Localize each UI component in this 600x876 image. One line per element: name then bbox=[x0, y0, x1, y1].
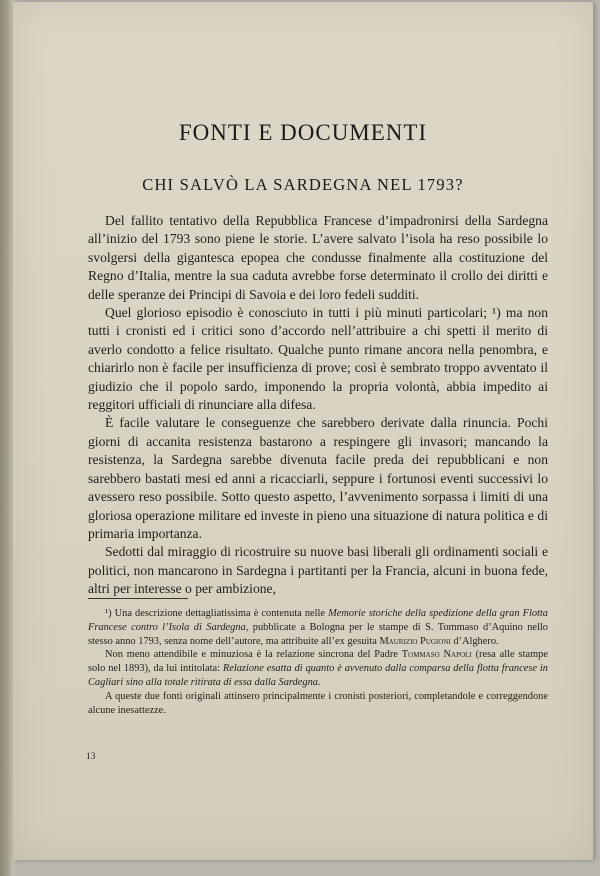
paragraph: Del fallito tentativo della Repubblica Francese d’impadronirsi della Sardegna all’inizio del 1793 sono piene le storie. L’avere salvato l’isola ha reso possibile lo svolgersi della gigantesca epopea che condusse finalmente alla costituzione del Regno d’Italia, mentre la sua caduta avrebbe forse determinato il crollo dei diritti e delle speranze dei Principi di Savoia e dei loro fedeli sudditi. bbox=[88, 213, 548, 302]
footnote-rule bbox=[88, 598, 188, 599]
footnotes bbox=[88, 607, 548, 717]
section-title: FONTI E DOCUMENTI bbox=[178, 120, 428, 145]
footnote-2: Non meno attendibile e minuziosa è la relazione sincrona del Padre Tommaso Napoli (resa alle stampe solo nel 1893), da lui intitolata: Relazione esatta di quanto è avvenuto dalla comparsa della flotta francese in Cagliari sino alla totale ritirata di essa dalla Sardegna. bbox=[88, 649, 548, 688]
footnote-3: A queste due fonti originali attinsero principalmente i cronisti posteriori, completandole e correggendone alcune inesattezze. bbox=[88, 690, 548, 716]
article-title: CHI SALVÒ LA SARDEGNA NEL 1793? bbox=[142, 175, 464, 194]
page-number: 13 bbox=[86, 752, 96, 762]
paragraph: Sedotti dal miraggio di ricostruire su nuove basi liberali gli ordinamenti sociali e politici, non mancarono in Sardegna i partitanti per la Francia, alcuni in buona fede, altri per interesse o per ambizione, bbox=[88, 544, 548, 597]
paragraph: Quel glorioso episodio è conosciuto in tutti i più minuti particolari; ¹) ma non tutti i cronisti ed i critici sono d’accordo nell’attribuire a chi spetti il merito di averlo condotto a felice risultato. Qualche punto rimane ancora nella penombra, e chiarirlo non è facile per insufficienza di prove; così è sembrato troppo avventato il giudizio che il popolo sardo, imponendo la propria volontà, abbia impedito ai reggitori ufficiali di rinunciare alla difesa. bbox=[88, 305, 548, 413]
body-text bbox=[88, 212, 548, 599]
book-page bbox=[13, 2, 593, 860]
paragraph: È facile valutare le conseguenze che sarebbero derivate dalla rinuncia. Pochi giorni di accanita resistenza bastarono a respingere gli invasori; mancando la resistenza, la Sardegna sarebbe divenuta facile preda dei repubblicani e non sarebbero bastati mesi ed anni a ricacciarli, seppure i fortunosi eventi successivi lo avessero reso possibile. Sotto questo aspetto, l’avvenimento sorpassa i limiti di una gloriosa operazione militare ed investe in pieno una situazione di natura politica e di primaria importanza. bbox=[88, 415, 548, 541]
footnote-1: ¹) Una descrizione dettagliatissima è contenuta nelle Memorie storiche della spedizione della gran Flotta Francese contro l’Isola di Sardegna, pubblicate a Bologna per le stampe di S. Tommaso d’Aquino nello stesso anno 1793, senza nome dell’autore, ma attribuite all’ex gesuita Maurizio Pugioni d’Alghero. bbox=[88, 608, 548, 647]
book-spine-shadow bbox=[0, 0, 14, 876]
